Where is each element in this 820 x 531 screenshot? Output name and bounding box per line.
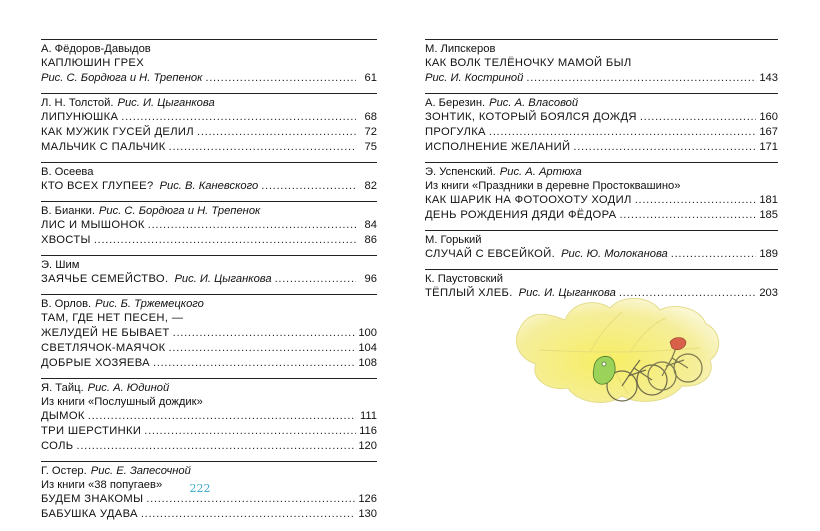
story-title: ХВОСТЫ [41,234,91,246]
page-ref: 104 [358,342,377,354]
page-ref: 100 [358,327,377,339]
author-name: М. Горький [425,234,482,246]
page-ref: 84 [364,219,377,231]
author-name: Г. Остер. [41,465,87,477]
toc-entry[interactable] [41,356,377,371]
illustrator-credit: Рис. И. Цыганкова [518,287,616,299]
dot-leader [148,218,356,233]
author-name: Л. Н. Толстой. [41,97,114,109]
author-section [41,201,377,248]
dot-leader [197,125,356,140]
page-ref: 160 [759,111,778,123]
author-line [41,42,377,56]
toc-entry[interactable] [41,125,377,140]
story-title: ПРОГУЛКА [425,126,486,138]
page-ref: 72 [364,126,377,138]
illustrator-credit: Рис. С. Бордюга и Н. Трепенок [98,205,261,217]
toc-entry[interactable] [425,140,778,155]
toc-entry[interactable] [41,311,377,326]
page-ref: 189 [759,248,778,260]
author-name: В. Бианки. [41,205,95,217]
story-title: ЗОНТИК, КОТОРЫЙ БОЯЛСЯ ДОЖДЯ [425,111,637,123]
author-name: М. Липскеров [425,43,496,55]
toc-entry[interactable] [41,507,377,522]
author-section [425,162,778,223]
page-number: 222 [189,482,211,495]
story-title: КАК ШАРИК НА ФОТООХОТУ ХОДИЛ [425,194,632,206]
author-line [41,297,377,311]
story-title: ДОБРЫЕ ХОЗЯЕВА [41,357,150,369]
page-ref: 61 [364,72,377,84]
page-ref: 181 [759,194,778,206]
dot-leader [169,341,356,356]
toc-entry[interactable] [425,208,778,223]
author-name: В. Осеева [41,166,94,178]
author-line [41,165,377,179]
story-title: ИСПОЛНЕНИЕ ЖЕЛАНИЙ [425,141,571,153]
dot-leader [635,193,757,208]
author-name: Я. Тайц. [41,382,84,394]
toc-entry[interactable] [41,179,377,194]
illustrator-credit: Рис. В. Каневского [159,180,259,192]
author-line [425,233,778,247]
author-section [41,162,377,194]
story-title: ЗАЯЧЬЕ СЕМЕЙСТВО. [41,273,169,285]
author-name: А. Березин. [425,97,486,109]
dot-leader [146,492,355,507]
illustrator-credit: Рис. А. Юдиной [87,382,170,394]
toc-entry[interactable] [41,409,377,424]
author-line [425,42,778,56]
dot-leader [141,507,355,522]
dot-leader [489,125,756,140]
story-title: СОЛЬ [41,440,74,452]
story-title: ТАМ, ГДЕ НЕТ ПЕСЕН, — [41,312,184,324]
author-line [41,96,377,110]
page-ref: 86 [364,234,377,246]
page-ref: 171 [759,141,778,153]
illustrator-credit: Рис. И. Костриной [425,72,524,84]
author-name: В. Орлов. [41,298,92,310]
dot-leader [173,326,356,341]
toc-entry[interactable] [41,439,377,454]
toc-entry[interactable] [41,272,377,287]
dot-leader [153,356,355,371]
story-title: ДЕНЬ РОЖДЕНИЯ ДЯДИ ФЁДОРА [425,209,617,221]
dot-leader [169,140,356,155]
page-ref: 185 [759,209,778,221]
page-ref: 111 [359,410,377,422]
toc-entry[interactable] [41,56,377,71]
toc-entry[interactable] [425,56,778,71]
source-book-note: Из книги «Послушный дождик» [41,396,203,408]
toc-left-column [41,39,377,529]
illustrator-credit: Рис. И. Цыганкова [117,97,215,109]
dot-leader [77,439,356,454]
author-line [41,204,377,218]
dot-leader [526,71,756,86]
story-title: ЛИС И МЫШОНОК [41,219,145,231]
leaf-and-bicycles-illustration [510,290,732,418]
page-ref: 126 [358,493,377,505]
story-title: ТЁПЛЫЙ ХЛЕБ. [425,287,513,299]
author-name: К. Паустовский [425,273,503,285]
illustrator-credit: Рис. С. Бордюга и Н. Трепенок [41,72,203,84]
author-section [41,294,377,371]
dot-leader [94,233,356,248]
author-line [425,272,778,286]
page-ref: 130 [358,508,377,520]
toc-entry[interactable] [41,218,377,233]
story-title: БУДЕМ ЗНАКОМЫ [41,493,144,505]
page-ref: 68 [364,111,377,123]
illustrator-credit: Рис. Е. Запесочной [90,465,191,477]
toc-entry[interactable] [425,125,778,140]
toc-right-column [425,39,778,308]
story-title: ЖЕЛУДЕЙ НЕ БЫВАЕТ [41,327,170,339]
author-line [41,258,377,272]
illustrator-credit: Рис. А. Власовой [489,97,579,109]
dot-leader [205,71,356,86]
author-name: Э. Шим [41,259,80,271]
story-title: КАК МУЖИК ГУСЕЙ ДЕЛИЛ [41,126,194,138]
illustrator-credit: Рис. А. Артюха [499,166,582,178]
dot-leader [640,110,756,125]
source-book-note: Из книги «38 попугаев» [41,479,163,491]
author-section [425,93,778,155]
page-ref: 120 [358,440,377,452]
story-title: СЛУЧАЙ С ЕВСЕЙКОЙ. [425,248,556,260]
dot-leader [275,272,356,287]
page-ref: 82 [364,180,377,192]
toc-entry[interactable] [41,110,377,125]
page-ref: 75 [364,141,377,153]
story-title: ДЫМОК [41,410,85,422]
author-line [41,464,377,478]
toc-entry[interactable] [41,326,377,341]
toc-entry[interactable] [41,424,377,439]
page-ref: 108 [358,357,377,369]
page-ref: 143 [759,72,778,84]
story-title: КАПЛЮШИН ГРЕХ [41,57,145,69]
dot-leader [144,424,356,439]
author-section [41,93,377,155]
dot-leader [88,409,356,424]
toc-entry[interactable] [41,341,377,356]
toc-entry[interactable] [425,110,778,125]
story-title: КТО ВСЕХ ГЛУПЕЕ? [41,180,154,192]
author-section [425,230,778,262]
story-title: СВЕТЛЯЧОК-МАЯЧОК [41,342,166,354]
toc-entry[interactable] [41,233,377,248]
story-title: МАЛЬЧИК С ПАЛЬЧИК [41,141,166,153]
dot-leader [619,208,756,223]
story-title: КАК ВОЛК ТЕЛЁНОЧКУ МАМОЙ БЫЛ [425,57,632,69]
story-title: БАБУШКА УДАВА [41,508,138,520]
toc-entry[interactable] [425,193,778,208]
toc-entry[interactable] [41,140,377,155]
dot-leader [671,247,757,262]
author-line [425,165,778,179]
author-name: Э. Успенский. [425,166,496,178]
page-ref: 116 [359,425,377,437]
page-ref: 203 [759,287,778,299]
toc-entry[interactable] [425,71,778,86]
author-line [425,96,778,110]
illustrator-credit: Рис. Ю. Молоканова [561,248,668,260]
author-line [41,381,377,395]
toc-entry[interactable] [41,71,377,86]
story-title: ТРИ ШЕРСТИНКИ [41,425,142,437]
author-name: А. Фёдоров-Давыдов [41,43,151,55]
author-section [41,39,377,86]
author-section [425,39,778,86]
dot-leader [261,179,356,194]
page-ref: 167 [759,126,778,138]
page-ref: 96 [364,273,377,285]
author-section [41,255,377,287]
dot-leader [573,140,756,155]
illustrator-credit: Рис. И. Цыганкова [174,273,272,285]
source-book-note: Из книги «Праздники в деревне Простоквашино» [425,180,681,192]
story-title: ЛИПУНЮШКА [41,111,119,123]
author-section [41,378,377,454]
dot-leader [121,110,356,125]
toc-entry[interactable] [425,247,778,262]
illustrator-credit: Рис. Б. Тржемецкого [95,298,204,310]
